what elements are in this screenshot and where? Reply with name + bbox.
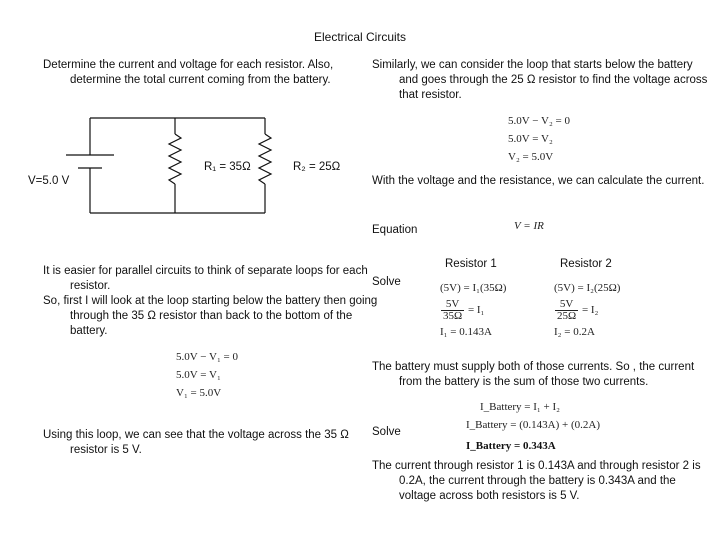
resistor1-heading: Resistor 1 [445,258,497,270]
r2-rearranged-rhs: = I₂ [581,304,599,317]
left-intro: Determine the current and voltage for each resistor. Also, determine the total current coming from the battery. [43,59,334,86]
r2-denominator: 25Ω [557,310,577,322]
resistor2-work [554,283,620,338]
circuit-diagram [20,110,360,220]
eq2-line-3: V₂ = 5.0V [508,151,554,163]
eq2-line-2: 5.0V = V₂ [508,133,553,145]
resistor1-work [440,283,506,338]
r2-label: R₂ = 25Ω [293,161,341,173]
loops-text-2: So, first I will look at the loop starting below the battery then going through the 35 Ω resistor than back to the bottom of the battery. [43,295,378,337]
resistor-r1 [169,134,181,184]
battery-sum-equation: I_Battery = I₁ + I₂ [480,401,560,413]
eq1-line-1: 5.0V − V₁ = 0 [176,351,238,363]
r1-label: R₁ = 35Ω [204,161,251,173]
equation-block-v1 [176,352,238,399]
battery-sum-result: I_Battery = 0.343A [466,440,556,452]
r2-result: I₂ = 0.2A [554,326,595,338]
equation-block-v2 [508,116,570,163]
solve2-label: Solve [372,426,401,438]
battery-text: The battery must supply both of those currents. So , the current from the battery is the sum of those two currents. [372,361,695,388]
r1-rearranged [440,299,506,322]
final-summary: The current through resistor 1 is 0.143A and through resistor 2 is 0.2A, the current through the battery is 0.343A and the voltage across both resistors is 5 V. [372,460,701,502]
r2-numerator: 5V [555,299,578,311]
battery-label: V=5.0 V [28,175,70,187]
eq2-line-1: 5.0V − V₂ = 0 [508,115,570,127]
r1-denominator: 35Ω [443,310,463,322]
resistor-r2 [259,134,271,184]
with-text: With the voltage and the resistance, we can calculate the current. [372,175,705,187]
right-intro: Similarly, we can consider the loop that starts below the battery and goes through the 25 Ω resistor to find the voltage across that resistor. [372,59,708,101]
eq1-line-3: V₁ = 5.0V [176,387,222,399]
page-title: Electrical Circuits [313,30,406,44]
r2-equation: (5V) = I₂(25Ω) [554,282,621,294]
r1-numerator: 5V [441,299,464,311]
ohms-law: V = IR [514,220,544,232]
r1-rearranged-rhs: = I₁ [467,304,485,317]
battery-sum-substituted: I_Battery = (0.143A) + (0.2A) [466,419,600,431]
equation-label: Equation [372,224,418,236]
r1-result: I₁ = 0.143A [440,326,492,338]
r1-equation: (5V) = I₁(35Ω) [440,282,507,294]
eq1-line-2: 5.0V = V₁ [176,369,221,381]
left-conclusion: Using this loop, we can see that the voltage across the 35 Ω resistor is 5 V. [43,429,349,456]
loops-text-1: It is easier for parallel circuits to think of separate loops for each resistor. [43,265,368,292]
r2-rearranged [554,299,620,322]
solve-label: Solve [372,276,401,288]
resistor2-heading: Resistor 2 [560,258,612,270]
